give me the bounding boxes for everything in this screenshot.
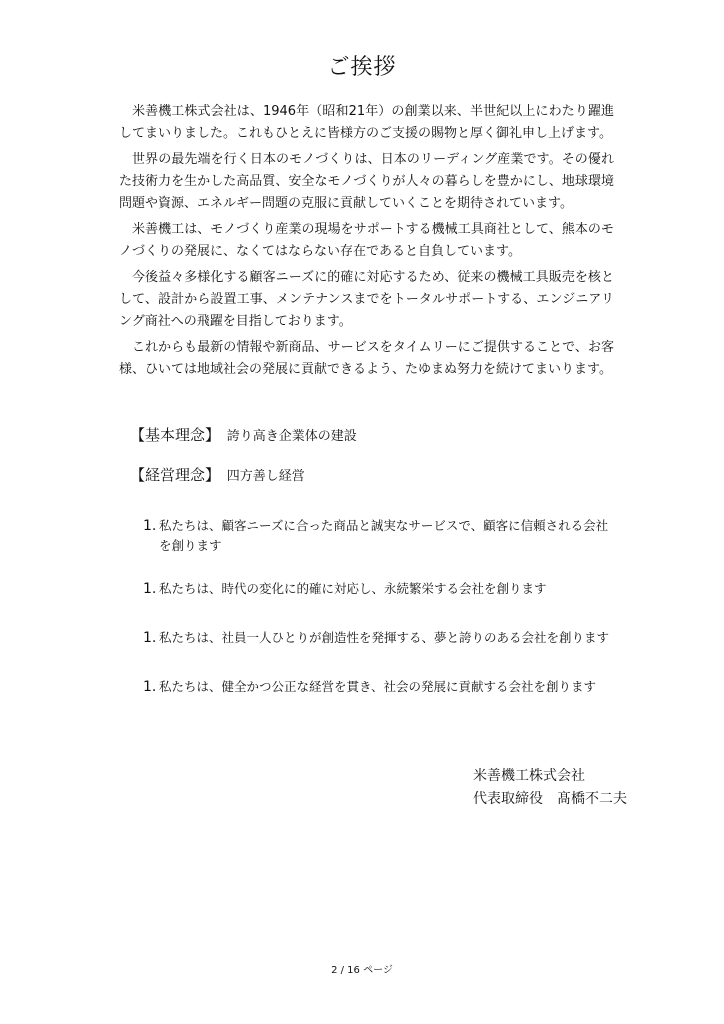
management-philosophy [130, 464, 305, 485]
greeting-body [119, 101, 614, 385]
list-item-number: 1. [143, 518, 157, 534]
list-item [143, 628, 613, 648]
management-philosophy-label: 【経営理念】 [130, 466, 221, 484]
representative-name: 代表取締役 髙橋不二夫 [473, 791, 627, 807]
greeting-paragraph: 世界の最先端を行く日本のモノづくりは、日本のリーディング産業です。その優れた技術力を生かした高品質、安全なモノづくりが人々の暮らしを豊かにし、地球環境問題や資源、エネルギー問題の克服に貢献していくことを期待されています。 [119, 152, 614, 211]
signature-block [473, 765, 627, 811]
greeting-paragraph: 今後益々多様化する顧客ニーズに的確に対応するため、従来の機械工具販売を核として、設計から設置工事、メンテナンスまでをトータルサポートする、エンジニアリング商社への飛躍を目指しております。 [119, 270, 614, 329]
page-title: ご挨拶 [327, 55, 397, 80]
list-item [143, 677, 613, 697]
list-item [143, 516, 613, 556]
list-item-number: 1. [143, 581, 157, 597]
greeting-paragraph: これからも最新の情報や新商品、サービスをタイムリーにご提供することで、お客様、ひいては地域社会の発展に貢献できるよう、たゆまぬ努力を続けてまいります。 [119, 340, 614, 377]
greeting-paragraph: 米善機工株式会社は、1946年（昭和21年）の創業以来、半世紀以上にわたり躍進してまいりました。これもひとえに皆様方のご支援の賜物と厚く御礼申し上げます。 [119, 104, 614, 141]
list-item-text: 私たちは、顧客ニーズに合った商品と誠実なサービスで、顧客に信頼される会社を創ります [159, 518, 609, 553]
list-item-text: 私たちは、社員一人ひとりが創造性を発揮する、夢と誇りのある会社を創ります [159, 630, 610, 645]
basic-philosophy [130, 424, 357, 445]
basic-philosophy-value: 誇り高き企業体の建設 [226, 429, 357, 444]
company-name: 米善機工株式会社 [473, 768, 585, 784]
list-item-text: 私たちは、健全かつ公正な経営を貫き、社会の発展に貢献する会社を創ります [159, 679, 597, 694]
list-item-number: 1. [143, 679, 157, 695]
basic-philosophy-label: 【基本理念】 [130, 426, 221, 444]
greeting-paragraph: 米善機工は、モノづくり産業の現場をサポートする機械工具商社として、熊本のモノづくりの発展に、なくてはならない存在であると自負しています。 [119, 222, 614, 259]
list-item [143, 579, 613, 599]
principles-list [143, 516, 613, 697]
list-item-text: 私たちは、時代の変化に的確に対応し、永続繁栄する会社を創ります [159, 581, 547, 596]
management-philosophy-value: 四方善し経営 [226, 469, 305, 484]
list-item-number: 1. [143, 630, 157, 646]
page-number: 2 / 16 ページ [331, 965, 393, 976]
